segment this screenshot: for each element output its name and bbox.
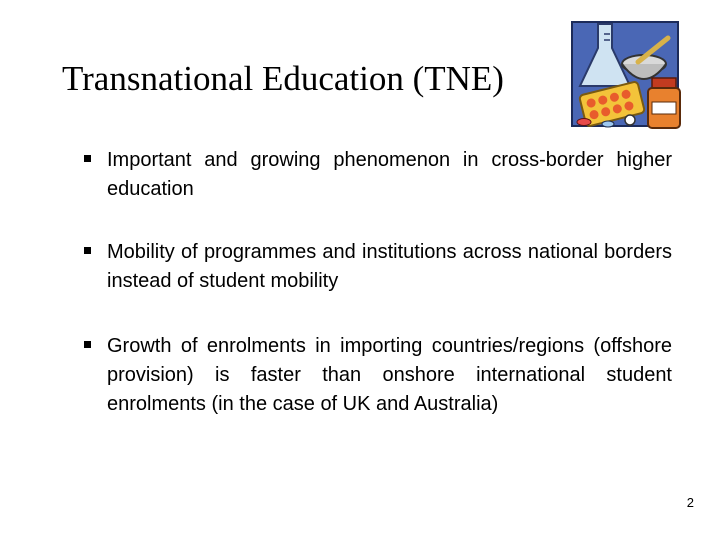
square-bullet-icon (84, 341, 91, 348)
bullet-item (80, 238, 672, 296)
bullet-text: Growth of enrolments in importing countries/regions (offshore provision) is faster than onshore international student enrolments (in the case of UK and Australia) (107, 335, 672, 415)
bullet-text: Important and growing phenomenon in cross-border higher education (107, 149, 672, 200)
slide-title: Transnational Education (TNE) (62, 59, 504, 98)
page-number: 2 (686, 495, 694, 510)
bullet-list (80, 146, 672, 453)
square-bullet-icon (84, 155, 91, 162)
bullet-item (80, 332, 672, 419)
bullet-item (80, 146, 672, 204)
laboratory-medicine-clipart-icon (568, 16, 686, 134)
square-bullet-icon (84, 247, 91, 254)
bullet-text: Mobility of programmes and institutions across national borders instead of student mobility (107, 241, 672, 292)
